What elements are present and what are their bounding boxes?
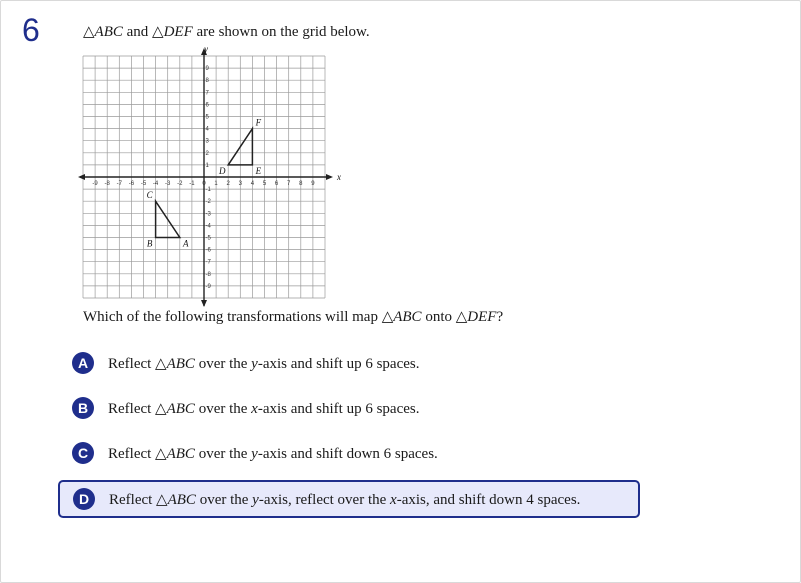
y-tick-label: 8 <box>205 78 209 85</box>
y-tick-label: -4 <box>205 223 211 230</box>
vertex-label-b: B <box>146 238 153 249</box>
x-axis-label: x <box>337 172 341 182</box>
choice-b-badge: B <box>72 397 94 419</box>
x-tick-label: -7 <box>116 181 122 187</box>
question-prompt: Which of the following transformations will map △ABC onto △DEF? <box>83 309 504 325</box>
vertex-label-e: E <box>255 165 262 176</box>
coordinate-grid <box>78 44 340 304</box>
y-tick-label: -6 <box>205 247 211 254</box>
x-tick-label: 9 <box>311 181 315 187</box>
x-tick-label: 5 <box>262 181 267 187</box>
y-tick-label: 6 <box>205 102 209 109</box>
choice-c[interactable] <box>58 434 640 472</box>
choice-d[interactable] <box>58 480 640 518</box>
vertex-label-a: A <box>183 238 189 249</box>
x-tick-label: 0 <box>202 181 206 187</box>
y-tick-label: 2 <box>205 150 209 157</box>
x-tick-label: -2 <box>177 181 183 187</box>
choice-a-badge: A <box>72 352 94 374</box>
y-tick-label: -1 <box>205 187 211 194</box>
x-tick-label: 2 <box>226 181 230 187</box>
y-tick-label: 1 <box>205 162 209 169</box>
x-tick-label: 4 <box>250 181 255 187</box>
choice-a-text: Reflect △ABC over the y-axis and shift up 6 spaces. <box>108 355 420 372</box>
choice-b[interactable] <box>58 389 640 427</box>
y-axis-label: y <box>204 44 208 54</box>
choice-c-badge: C <box>72 442 94 464</box>
choice-b-text: Reflect △ABC over the x-axis and shift up 6 spaces. <box>108 400 420 417</box>
y-tick-label: -3 <box>205 211 211 218</box>
x-tick-label: 7 <box>287 181 291 187</box>
question-stem: △ABC and △DEF are shown on the grid below. <box>83 24 370 40</box>
choice-a[interactable] <box>58 344 640 382</box>
y-tick-label: 9 <box>205 66 209 73</box>
x-tick-label: -6 <box>128 181 135 187</box>
vertex-label-d: D <box>218 165 226 176</box>
y-tick-label: 5 <box>205 114 209 121</box>
choice-c-text: Reflect △ABC over the y-axis and shift down 6 spaces. <box>108 445 438 462</box>
y-tick-label: -7 <box>205 259 211 266</box>
y-tick-label: 4 <box>205 126 209 133</box>
x-tick-label: -8 <box>104 181 110 187</box>
choice-d-badge: D <box>73 488 95 510</box>
y-tick-label: 3 <box>205 138 209 145</box>
vertex-label-f: F <box>255 117 262 128</box>
x-tick-label: -1 <box>189 181 195 187</box>
x-tick-label: -5 <box>140 181 147 187</box>
y-tick-label: -5 <box>205 235 211 242</box>
y-tick-label: 7 <box>205 90 209 97</box>
x-tick-label: 6 <box>274 181 279 187</box>
x-axis-arrow-left <box>78 174 85 180</box>
x-tick-label: -9 <box>92 181 98 187</box>
vertex-label-c: C <box>146 190 153 201</box>
choice-d-text: Reflect △ABC over the y-axis, reflect over the x-axis, and shift down 4 spaces. <box>109 491 581 508</box>
y-tick-label: -8 <box>205 271 211 278</box>
x-tick-label: 8 <box>299 181 303 187</box>
x-tick-label: 1 <box>214 181 218 187</box>
y-tick-label: -2 <box>205 199 211 206</box>
coordinate-grid-svg <box>78 44 340 304</box>
y-tick-label: -9 <box>205 283 211 290</box>
x-tick-label: -4 <box>152 181 159 187</box>
x-tick-label: 3 <box>238 181 242 187</box>
x-axis-arrow-right <box>326 174 333 180</box>
x-tick-label: -3 <box>165 181 171 187</box>
question-number: 6 <box>22 12 40 48</box>
